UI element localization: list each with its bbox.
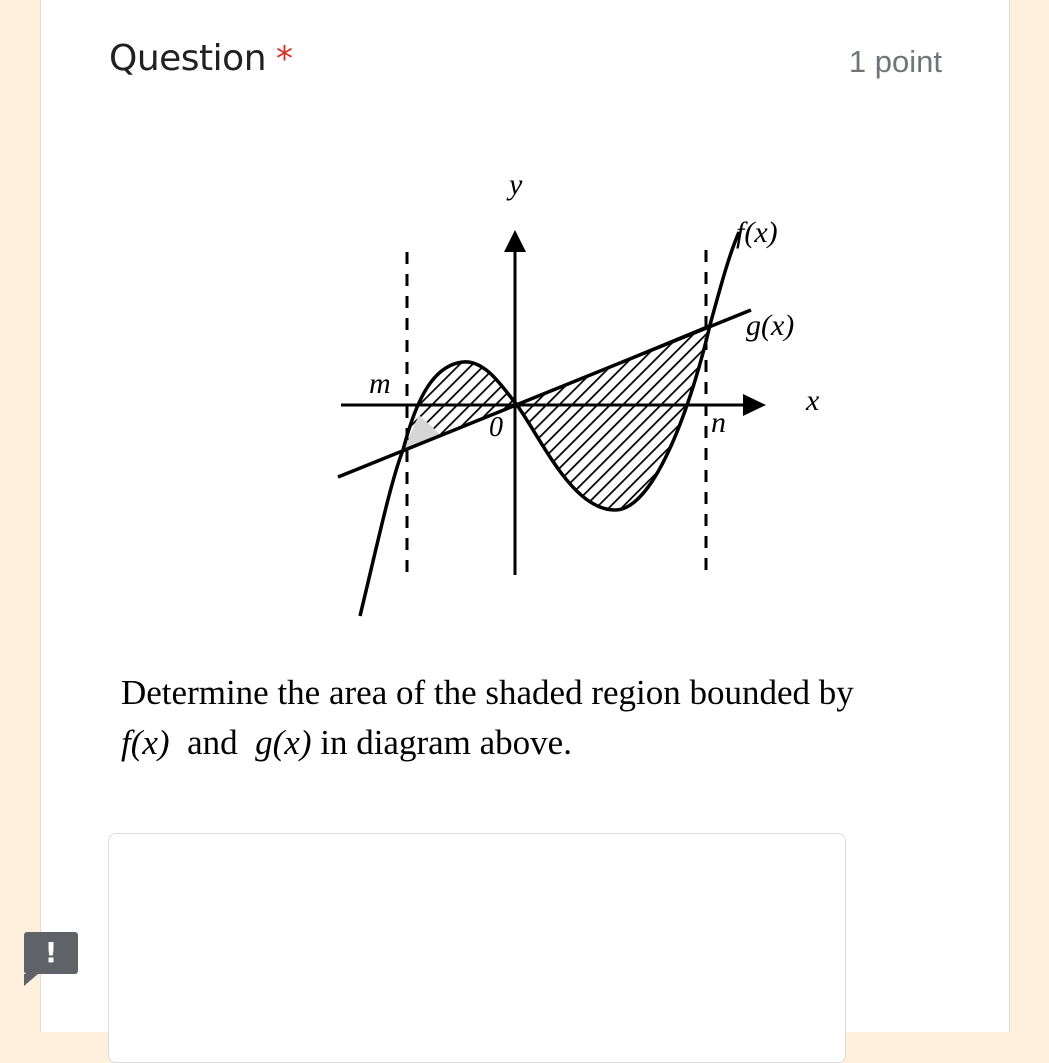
question-text-g: g(x) (255, 723, 312, 762)
question-title-text: Question (109, 38, 267, 79)
label-origin: 0 (489, 412, 503, 443)
report-issue-button[interactable]: ! (24, 932, 78, 974)
label-y: y (509, 168, 523, 201)
question-text (121, 668, 961, 768)
label-f: f(x) (736, 216, 778, 249)
label-m: m (369, 367, 391, 400)
question-title (109, 38, 293, 79)
answer-input[interactable] (108, 833, 846, 1063)
question-diagram (281, 160, 841, 640)
points-label: 1 point (848, 44, 942, 79)
question-text-f: f(x) (121, 723, 170, 762)
label-g: g(x) (746, 309, 795, 342)
y-axis-arrow (504, 230, 526, 252)
question-card (40, 0, 1010, 1032)
label-x: x (806, 384, 820, 417)
question-text-and: and (187, 723, 238, 762)
required-asterisk: * (276, 39, 293, 79)
question-text-line1: Determine the area of the shaded region bounded by (121, 673, 854, 712)
x-axis-arrow (743, 394, 766, 416)
question-text-rest: in diagram above. (320, 723, 572, 762)
label-n: n (711, 406, 726, 439)
